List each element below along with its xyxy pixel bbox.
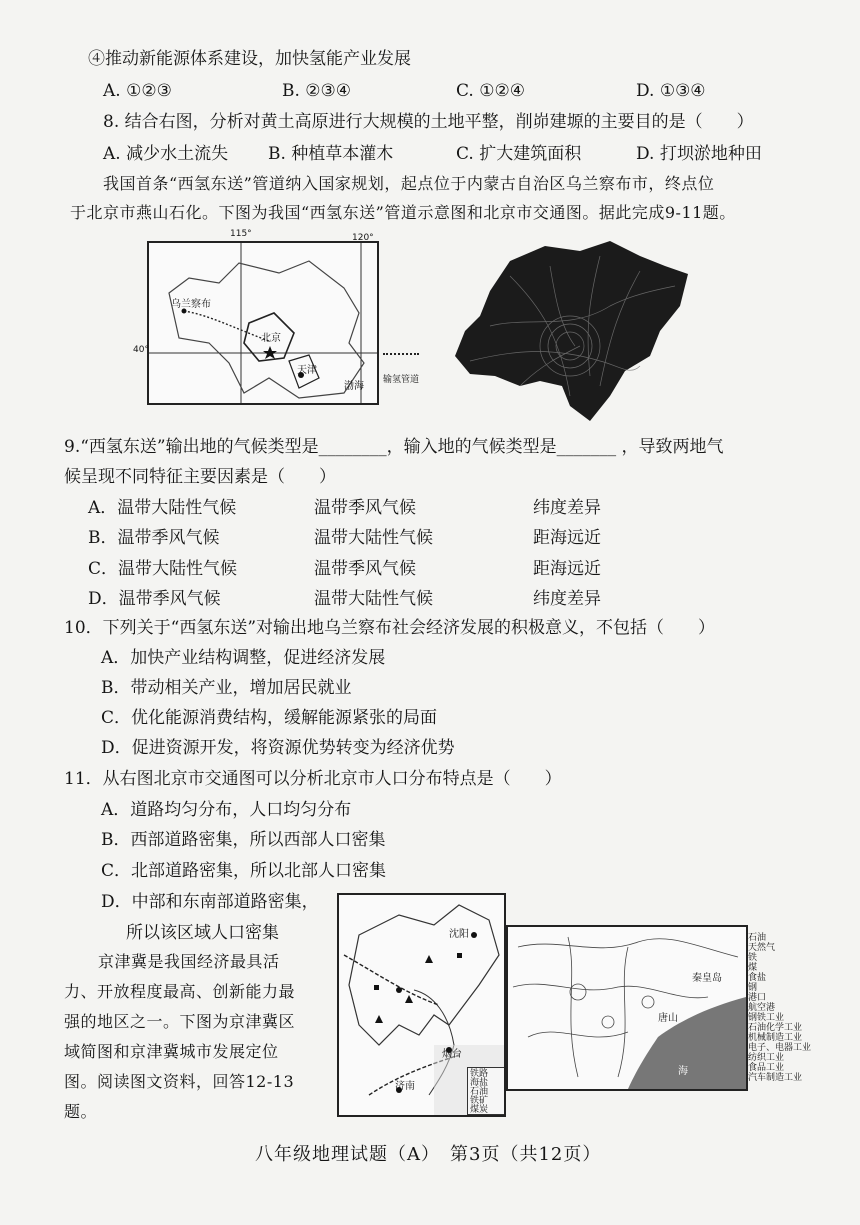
lat-40: 40° bbox=[133, 345, 149, 355]
q10-option-c: C．优化能源消费结构，缓解能源紧张的局面 bbox=[101, 708, 438, 728]
legend-oil: 石油 bbox=[470, 1087, 489, 1097]
q9-c-col1: C．温带大陆性气候 bbox=[88, 559, 238, 579]
legend-food: 食品工业 bbox=[748, 1063, 785, 1073]
legend-natural-gas: 天然气 bbox=[748, 943, 776, 953]
intro-9-11-line2: 于北京市燕山石化。下图为我国“西氢东送”管道示意图和北京市交通图。据此完成9-11题。 bbox=[70, 203, 736, 222]
pipeline-map-svg bbox=[149, 243, 377, 403]
lon-115: 115° bbox=[230, 229, 252, 239]
label-jinan: 济南 bbox=[395, 1081, 415, 1092]
legend-textile: 纺织工业 bbox=[748, 1053, 785, 1063]
q9-a-col2: 温带季风气候 bbox=[314, 498, 416, 518]
legend-airport: 航空港 bbox=[748, 1003, 776, 1013]
q7-option-b: B. ②③④ bbox=[282, 81, 352, 101]
label-bohai: 渤海 bbox=[344, 381, 364, 392]
q9-c-col2: 温带季风气候 bbox=[314, 559, 416, 579]
pipeline-legend-label: 输氢管道 bbox=[383, 375, 420, 385]
label-tianjin: 天津 bbox=[297, 365, 317, 376]
label-tangshan: 唐山 bbox=[658, 1013, 678, 1024]
legend-electronics: 电子、电器工业 bbox=[748, 1043, 812, 1053]
q8-option-b: B. 种植草本灌木 bbox=[268, 144, 394, 164]
legend-sea-salt: 海盐 bbox=[470, 1078, 489, 1088]
city-map-svg bbox=[508, 927, 746, 1089]
q9-b-col1: B．温带季风气候 bbox=[88, 528, 220, 548]
q11-option-c: C．北部道路密集，所以北部人口密集 bbox=[101, 861, 387, 881]
q9-d-col2: 温带大陆性气候 bbox=[314, 589, 433, 609]
q9-b-col2: 温带大陆性气候 bbox=[314, 528, 433, 548]
intro-12-13-line6: 题。 bbox=[64, 1102, 98, 1121]
legend-salt: 食盐 bbox=[748, 973, 767, 983]
label-hai: 海 bbox=[678, 1066, 688, 1077]
q10-option-b: B．带动相关产业，增加居民就业 bbox=[101, 678, 352, 698]
legend-iron: 铁 bbox=[748, 953, 758, 963]
q8-option-d: D. 打坝淤地种田 bbox=[636, 144, 762, 164]
page-footer: 八年级地理试题（A） 第3页（共12页） bbox=[255, 1144, 602, 1165]
label-ulanqab: 乌兰察布 bbox=[171, 299, 211, 310]
q10-option-d: D．促进资源开发，将资源优势转变为经济优势 bbox=[101, 738, 455, 758]
legend-iron-ore: 铁矿 bbox=[470, 1096, 489, 1106]
q8-option-a: A. 减少水土流失 bbox=[103, 144, 229, 164]
q9-d-col3: 纬度差异 bbox=[533, 589, 601, 609]
legend-petroleum: 石油 bbox=[748, 933, 767, 943]
q9-stem-line1: 9.“西氢东送”输出地的气候类型是________，输入地的气候类型是_______ ，导致两地气 bbox=[64, 437, 724, 457]
intro-12-13-line5: 图。阅读图文资料，回答12-13 bbox=[64, 1072, 295, 1091]
label-beijing: 北京 bbox=[261, 333, 281, 344]
q11-option-d-cont: 所以该区域人口密集 bbox=[126, 923, 279, 943]
q9-b-col3: 距海远近 bbox=[533, 528, 601, 548]
q11-stem: 11．从右图北京市交通图可以分析北京市人口分布特点是（ ） bbox=[64, 769, 562, 789]
intro-12-13-line3: 强的地区之一。下图为京津冀区 bbox=[64, 1012, 296, 1031]
intro-12-13-line1: 京津冀是我国经济最具活 bbox=[98, 952, 280, 971]
intro-12-13-line2: 力、开放程度最高、创新能力最 bbox=[64, 982, 296, 1001]
q11-option-b: B．西部道路密集，所以西部人口密集 bbox=[101, 830, 386, 850]
legend-steel: 钢 bbox=[748, 983, 758, 993]
legend-machinery: 机械制造工业 bbox=[748, 1033, 803, 1043]
city-map-legend bbox=[748, 933, 812, 1093]
city-development-map bbox=[506, 925, 748, 1091]
legend-coal: 煤炭 bbox=[470, 1105, 489, 1115]
lon-120: 120° bbox=[352, 233, 374, 243]
q7-option-d: D. ①③④ bbox=[636, 81, 706, 101]
q10-stem: 10．下列关于“西氢东送”对输出地乌兰察布社会经济发展的积极意义，不包括（ ） bbox=[64, 618, 716, 638]
jingjinji-region-map bbox=[337, 893, 506, 1117]
q11-option-d: D．中部和东南部道路密集， bbox=[101, 892, 319, 912]
legend-coal-mine: 煤 bbox=[748, 963, 758, 973]
intro-9-11-line1: 我国首条“西氢东送”管道纳入国家规划，起点位于内蒙古自治区乌兰察布市，终点位 bbox=[103, 174, 715, 193]
q10-option-a: A．加快产业结构调整，促进经济发展 bbox=[101, 648, 386, 668]
intro-12-13-line4: 域简图和京津冀城市发展定位 bbox=[64, 1042, 279, 1061]
q7-item-4: ④推动新能源体系建设，加快氢能产业发展 bbox=[88, 49, 411, 69]
legend-railway: 铁路 bbox=[470, 1069, 489, 1079]
q7-option-a: A. ①②③ bbox=[103, 81, 172, 101]
q9-c-col3: 距海远近 bbox=[533, 559, 601, 579]
q9-stem-line2: 候呈现不同特征主要因素是（ ） bbox=[64, 467, 336, 487]
legend-port: 港口 bbox=[748, 993, 767, 1003]
label-yantai: 烟台 bbox=[442, 1049, 462, 1060]
legend-automobile: 汽车制造工业 bbox=[748, 1073, 803, 1083]
q9-a-col3: 纬度差异 bbox=[533, 498, 601, 518]
legend-petrochemical: 石油化学工业 bbox=[748, 1023, 803, 1033]
q11-option-a: A．道路均匀分布，人口均匀分布 bbox=[101, 800, 352, 820]
region-map-legend bbox=[467, 1067, 505, 1115]
q8-option-c: C. 扩大建筑面积 bbox=[456, 144, 582, 164]
pipeline-map bbox=[147, 241, 379, 405]
pipeline-legend-symbol bbox=[383, 353, 419, 355]
label-qinhuangdao: 秦皇岛 bbox=[692, 973, 722, 984]
q9-d-col1: D．温带季风气候 bbox=[88, 589, 221, 609]
label-shenyang: 沈阳 bbox=[449, 929, 469, 940]
q8-stem: 8. 结合右图，分析对黄土高原进行大规模的土地平整，削峁建塬的主要目的是（ ） bbox=[103, 112, 754, 132]
q7-option-c: C. ①②④ bbox=[456, 81, 525, 101]
beijing-traffic-map bbox=[450, 236, 690, 422]
legend-steel-industry: 钢铁工业 bbox=[748, 1013, 785, 1023]
q9-a-col1: A．温带大陆性气候 bbox=[88, 498, 237, 518]
